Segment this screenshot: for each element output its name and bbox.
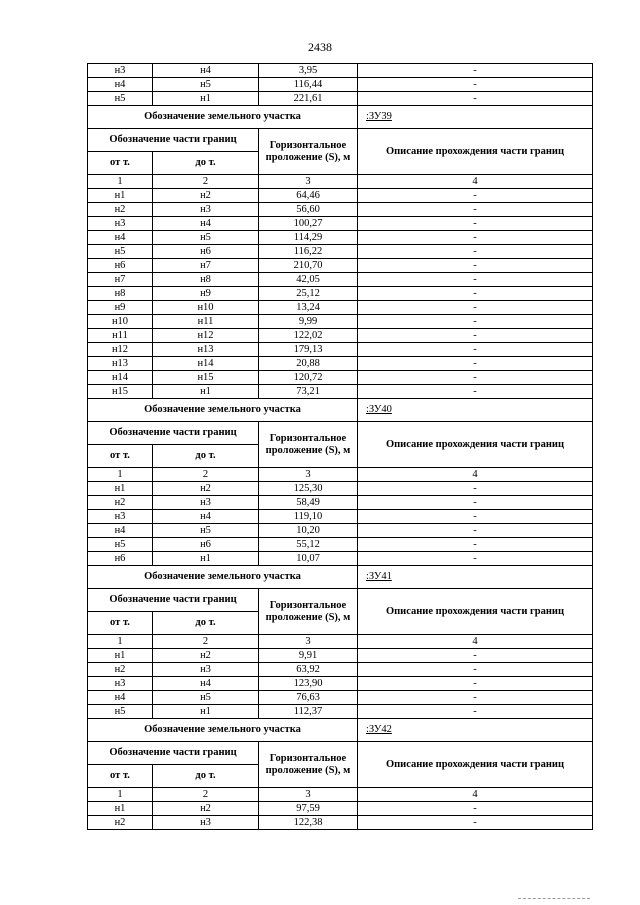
description-cell: - — [358, 78, 593, 92]
to-point-cell: н6 — [153, 245, 259, 259]
description-cell: - — [358, 538, 593, 552]
table-row — [88, 510, 593, 524]
description-cell: - — [358, 203, 593, 217]
column-number-cell: 4 — [358, 175, 593, 189]
to-point-cell: н4 — [153, 217, 259, 231]
description-header: Описание прохождения части границ — [358, 422, 593, 468]
length-cell: 221,61 — [259, 92, 358, 106]
to-point-cell: н9 — [153, 287, 259, 301]
to-header: до т. — [153, 765, 259, 788]
part-label-header: Обозначение части границ — [88, 129, 259, 152]
description-cell: - — [358, 315, 593, 329]
column-number-cell: 4 — [358, 468, 593, 482]
table-row — [88, 92, 593, 106]
page-number: 2438 — [308, 40, 332, 54]
table-row — [88, 287, 593, 301]
table-row — [88, 677, 593, 691]
length-cell: 3,95 — [259, 64, 358, 78]
length-cell: 116,44 — [259, 78, 358, 92]
to-point-cell: н4 — [153, 64, 259, 78]
length-cell: 100,27 — [259, 217, 358, 231]
from-point-cell: н1 — [88, 802, 153, 816]
column-number-cell: 4 — [358, 635, 593, 649]
from-point-cell: н8 — [88, 287, 153, 301]
from-point-cell: н5 — [88, 538, 153, 552]
length-cell: 56,60 — [259, 203, 358, 217]
to-point-cell: н2 — [153, 649, 259, 663]
from-point-cell: н1 — [88, 189, 153, 203]
table-row — [88, 816, 593, 830]
parcel-code: :ЗУ39 — [358, 106, 593, 129]
from-point-cell: н1 — [88, 649, 153, 663]
to-point-cell: н15 — [153, 371, 259, 385]
from-point-cell: н6 — [88, 552, 153, 566]
description-cell: - — [358, 287, 593, 301]
from-point-cell: н4 — [88, 691, 153, 705]
table-row — [88, 663, 593, 677]
length-header: Горизонтальное проложение (S), м — [259, 129, 358, 175]
description-cell: - — [358, 510, 593, 524]
from-point-cell: н15 — [88, 385, 153, 399]
to-point-cell: н3 — [153, 663, 259, 677]
table-row — [88, 329, 593, 343]
column-number-cell: 3 — [259, 635, 358, 649]
parcel-title-row — [88, 566, 593, 589]
part-label-header: Обозначение части границ — [88, 742, 259, 765]
to-point-cell: н1 — [153, 385, 259, 399]
from-point-cell: н4 — [88, 524, 153, 538]
table-row — [88, 217, 593, 231]
column-number-cell: 2 — [153, 788, 259, 802]
parcel-title-row — [88, 719, 593, 742]
from-point-cell: н2 — [88, 816, 153, 830]
description-cell: - — [358, 496, 593, 510]
from-point-cell: н5 — [88, 705, 153, 719]
part-label-header: Обозначение части границ — [88, 422, 259, 445]
from-point-cell: н3 — [88, 217, 153, 231]
from-point-cell: н14 — [88, 371, 153, 385]
column-number-cell: 1 — [88, 468, 153, 482]
table-row — [88, 538, 593, 552]
description-cell: - — [358, 189, 593, 203]
length-cell: 97,59 — [259, 802, 358, 816]
table-row — [88, 203, 593, 217]
from-point-cell: н7 — [88, 273, 153, 287]
from-point-cell: н2 — [88, 203, 153, 217]
from-point-cell: н3 — [88, 677, 153, 691]
table-row — [88, 259, 593, 273]
description-cell: - — [358, 385, 593, 399]
description-cell: - — [358, 259, 593, 273]
header-row — [88, 422, 593, 445]
length-cell: 25,12 — [259, 287, 358, 301]
table-row — [88, 189, 593, 203]
length-cell: 122,02 — [259, 329, 358, 343]
from-point-cell: н2 — [88, 496, 153, 510]
description-cell: - — [358, 92, 593, 106]
table-row — [88, 343, 593, 357]
table-row — [88, 691, 593, 705]
to-point-cell: н11 — [153, 315, 259, 329]
to-point-cell: н1 — [153, 552, 259, 566]
description-cell: - — [358, 649, 593, 663]
column-number-row — [88, 468, 593, 482]
table-row — [88, 301, 593, 315]
parcel-code: :ЗУ42 — [358, 719, 593, 742]
length-cell: 125,30 — [259, 482, 358, 496]
to-point-cell: н4 — [153, 510, 259, 524]
length-header: Горизонтальное проложение (S), м — [259, 589, 358, 635]
length-cell: 123,90 — [259, 677, 358, 691]
scan-artifact-line — [518, 898, 590, 900]
to-header: до т. — [153, 152, 259, 175]
parcel-title-row — [88, 399, 593, 422]
parcel-label: Обозначение земельного участка — [88, 719, 358, 742]
table-row — [88, 64, 593, 78]
table-row — [88, 315, 593, 329]
parcel-code: :ЗУ41 — [358, 566, 593, 589]
to-point-cell: н2 — [153, 482, 259, 496]
length-cell: 210,70 — [259, 259, 358, 273]
to-point-cell: н5 — [153, 78, 259, 92]
to-point-cell: н1 — [153, 92, 259, 106]
description-cell: - — [358, 524, 593, 538]
parcel-code: :ЗУ40 — [358, 399, 593, 422]
from-header: от т. — [88, 152, 153, 175]
column-number-cell: 2 — [153, 468, 259, 482]
table-row — [88, 496, 593, 510]
table-row — [88, 802, 593, 816]
length-cell: 114,29 — [259, 231, 358, 245]
from-point-cell: н6 — [88, 259, 153, 273]
table-row — [88, 357, 593, 371]
length-cell: 10,07 — [259, 552, 358, 566]
column-number-row — [88, 175, 593, 189]
length-cell: 120,72 — [259, 371, 358, 385]
length-cell: 20,88 — [259, 357, 358, 371]
from-header: от т. — [88, 612, 153, 635]
part-label-header: Обозначение части границ — [88, 589, 259, 612]
length-cell: 73,21 — [259, 385, 358, 399]
to-point-cell: н1 — [153, 705, 259, 719]
description-cell: - — [358, 231, 593, 245]
to-point-cell: н5 — [153, 691, 259, 705]
description-cell: - — [358, 677, 593, 691]
to-point-cell: н2 — [153, 802, 259, 816]
to-point-cell: н5 — [153, 231, 259, 245]
description-cell: - — [358, 357, 593, 371]
from-point-cell: н2 — [88, 663, 153, 677]
description-cell: - — [358, 802, 593, 816]
parcel-title-row — [88, 106, 593, 129]
to-point-cell: н5 — [153, 524, 259, 538]
to-header: до т. — [153, 445, 259, 468]
parcel-label: Обозначение земельного участка — [88, 106, 358, 129]
description-cell: - — [358, 552, 593, 566]
column-number-cell: 4 — [358, 788, 593, 802]
table-row — [88, 231, 593, 245]
table-row — [88, 524, 593, 538]
to-point-cell: н12 — [153, 329, 259, 343]
from-point-cell: н12 — [88, 343, 153, 357]
from-point-cell: н3 — [88, 64, 153, 78]
description-cell: - — [358, 371, 593, 385]
header-row — [88, 589, 593, 612]
from-point-cell: н4 — [88, 78, 153, 92]
length-header: Горизонтальное проложение (S), м — [259, 742, 358, 788]
from-header: от т. — [88, 445, 153, 468]
to-point-cell: н10 — [153, 301, 259, 315]
header-row — [88, 129, 593, 152]
header-row — [88, 742, 593, 765]
length-cell: 9,99 — [259, 315, 358, 329]
length-header: Горизонтальное проложение (S), м — [259, 422, 358, 468]
description-cell: - — [358, 663, 593, 677]
to-point-cell: н3 — [153, 816, 259, 830]
from-point-cell: н13 — [88, 357, 153, 371]
length-cell: 112,37 — [259, 705, 358, 719]
table-row — [88, 371, 593, 385]
to-point-cell: н6 — [153, 538, 259, 552]
to-point-cell: н8 — [153, 273, 259, 287]
to-point-cell: н4 — [153, 677, 259, 691]
description-cell: - — [358, 343, 593, 357]
column-number-cell: 2 — [153, 635, 259, 649]
to-point-cell: н14 — [153, 357, 259, 371]
table-row — [88, 705, 593, 719]
from-point-cell: н3 — [88, 510, 153, 524]
length-cell: 179,13 — [259, 343, 358, 357]
table-row — [88, 649, 593, 663]
description-header: Описание прохождения части границ — [358, 589, 593, 635]
description-cell: - — [358, 329, 593, 343]
table-row — [88, 245, 593, 259]
to-point-cell: н3 — [153, 203, 259, 217]
from-point-cell: н4 — [88, 231, 153, 245]
column-number-row — [88, 635, 593, 649]
table-row — [88, 273, 593, 287]
length-cell: 76,63 — [259, 691, 358, 705]
description-cell: - — [358, 217, 593, 231]
length-cell: 13,24 — [259, 301, 358, 315]
length-cell: 116,22 — [259, 245, 358, 259]
column-number-cell: 3 — [259, 788, 358, 802]
description-header: Описание прохождения части границ — [358, 742, 593, 788]
description-header: Описание прохождения части границ — [358, 129, 593, 175]
description-cell: - — [358, 482, 593, 496]
description-cell: - — [358, 64, 593, 78]
column-number-row — [88, 788, 593, 802]
from-point-cell: н10 — [88, 315, 153, 329]
parcel-label: Обозначение земельного участка — [88, 399, 358, 422]
column-number-cell: 1 — [88, 175, 153, 189]
column-number-cell: 2 — [153, 175, 259, 189]
from-point-cell: н5 — [88, 92, 153, 106]
length-cell: 122,38 — [259, 816, 358, 830]
to-point-cell: н13 — [153, 343, 259, 357]
length-cell: 9,91 — [259, 649, 358, 663]
description-cell: - — [358, 245, 593, 259]
parcel-label: Обозначение земельного участка — [88, 566, 358, 589]
to-point-cell: н3 — [153, 496, 259, 510]
table-row — [88, 482, 593, 496]
length-cell: 10,20 — [259, 524, 358, 538]
length-cell: 119,10 — [259, 510, 358, 524]
table-row — [88, 552, 593, 566]
from-point-cell: н9 — [88, 301, 153, 315]
to-point-cell: н7 — [153, 259, 259, 273]
description-cell: - — [358, 301, 593, 315]
description-cell: - — [358, 273, 593, 287]
length-cell: 55,12 — [259, 538, 358, 552]
length-cell: 42,05 — [259, 273, 358, 287]
length-cell: 63,92 — [259, 663, 358, 677]
from-point-cell: н1 — [88, 482, 153, 496]
column-number-cell: 1 — [88, 788, 153, 802]
length-cell: 64,46 — [259, 189, 358, 203]
from-header: от т. — [88, 765, 153, 788]
column-number-cell: 3 — [259, 468, 358, 482]
from-point-cell: н5 — [88, 245, 153, 259]
column-number-cell: 3 — [259, 175, 358, 189]
length-cell: 58,49 — [259, 496, 358, 510]
column-number-cell: 1 — [88, 635, 153, 649]
description-cell: - — [358, 705, 593, 719]
to-point-cell: н2 — [153, 189, 259, 203]
table-row — [88, 78, 593, 92]
boundary-table — [87, 63, 593, 830]
to-header: до т. — [153, 612, 259, 635]
description-cell: - — [358, 691, 593, 705]
description-cell: - — [358, 816, 593, 830]
from-point-cell: н11 — [88, 329, 153, 343]
table-row — [88, 385, 593, 399]
